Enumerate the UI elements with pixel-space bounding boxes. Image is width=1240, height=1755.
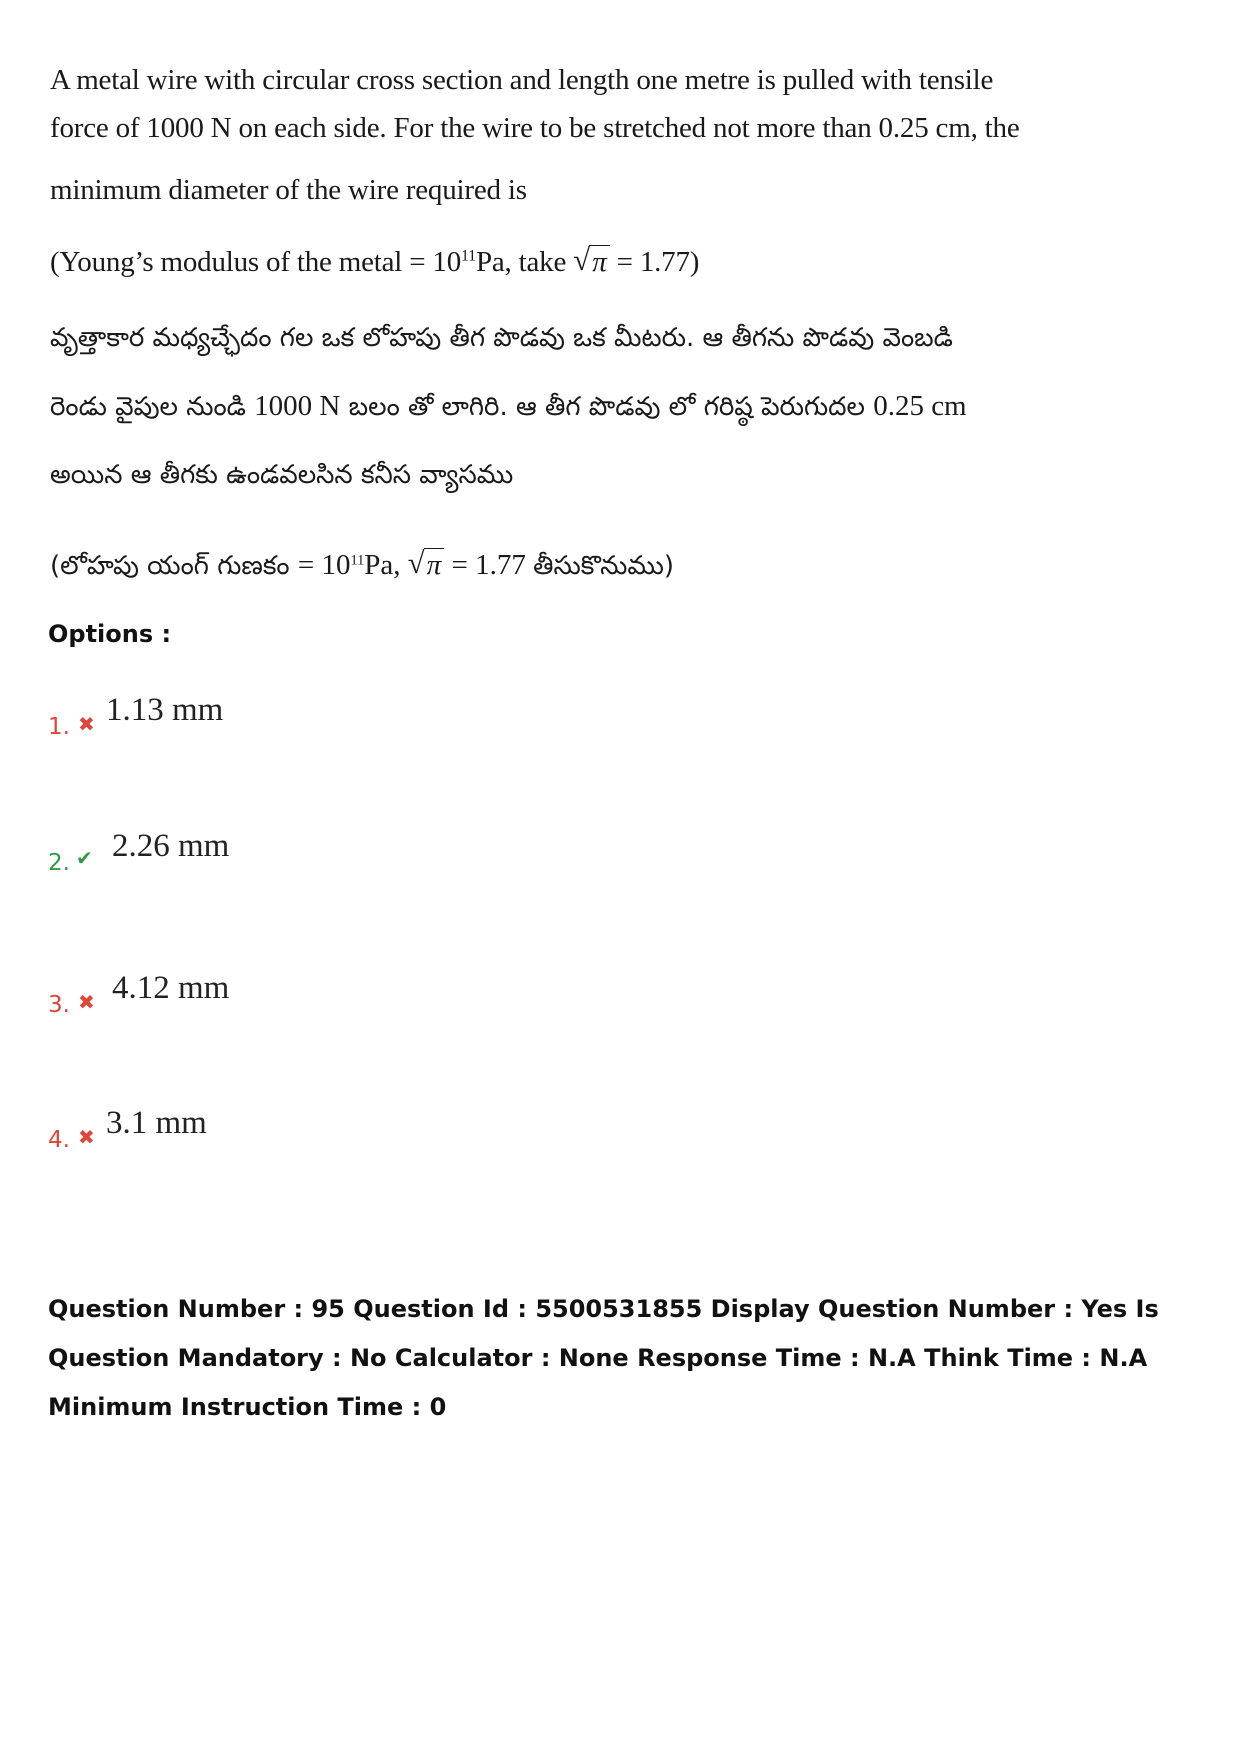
telugu-unit: Pa,	[364, 549, 408, 581]
option-number: 3.	[48, 992, 70, 1018]
cross-icon: ✖	[78, 990, 95, 1014]
stretch-value: 0.25 cm	[873, 390, 967, 422]
cross-icon: ✖	[78, 1125, 95, 1149]
exponent: 11	[461, 247, 476, 265]
option-number: 1.	[48, 714, 70, 740]
telugu-modulus: = 10	[297, 549, 351, 581]
telugu-line-3: అయిన ఆ తీగకు ఉండవలసిన కనీస వ్యాసము	[50, 460, 514, 490]
telugu-exponent: 11	[350, 552, 365, 569]
option-value: 1.13 mm	[106, 692, 224, 728]
check-icon: ✔	[76, 846, 93, 870]
question-line-3: minimum diameter of the wire required is	[50, 174, 527, 206]
pi-symbol: π	[589, 245, 609, 278]
question-line-2: force of 1000 N on each side. For the wire to be stretched not more than 0.25 cm, the	[50, 112, 1020, 144]
young-modulus-unit: Pa, take	[475, 246, 574, 278]
cross-icon: ✖	[78, 712, 95, 736]
option-value: 2.26 mm	[112, 828, 230, 864]
options-label: Options :	[48, 620, 172, 648]
question-line-4	[50, 244, 699, 280]
force-value: 1000 N	[254, 390, 341, 422]
question-line-1: A metal wire with circular cross section and length one metre is pulled with tensile	[50, 64, 994, 96]
telugu-young-prefix: (లోహపు యంగ్ గుణకం	[50, 551, 298, 581]
radical-icon: √	[407, 546, 425, 580]
sqrt-pi	[573, 244, 609, 280]
telugu-sqrt-value: = 1.77	[444, 549, 534, 581]
option-value: 4.12 mm	[112, 970, 230, 1006]
young-modulus-prefix: (Young’s modulus of the metal = 10	[50, 246, 461, 278]
telugu-line-4-suffix: తీసుకొనుము)	[533, 551, 675, 581]
telugu-line-4	[50, 545, 674, 586]
option-number: 4.	[48, 1127, 70, 1153]
radical-icon: √	[573, 243, 590, 277]
telugu-line-1: వృత్తాకార మధ్యచ్ఛేదం గల ఒక లోహపు తీగ పొడవు ఒక మీటరు. ఆ తీగను పొడవు వెంబడి	[50, 323, 953, 353]
option-number: 2.	[48, 850, 70, 876]
telugu-line-2-part-a: రెండు వైపుల నుండి	[50, 392, 255, 422]
sqrt-pi-value: = 1.77)	[609, 246, 700, 278]
telugu-line-2-part-c: బలం తో లాగిరి. ఆ తీగ పొడవు లో గరిష్ఠ పెరుగుదల	[340, 392, 874, 422]
telugu-sqrt-pi	[408, 545, 445, 585]
pi-symbol: π	[424, 548, 445, 581]
question-meta: Question Number : 95 Question Id : 5500531855 Display Question Number : Yes Is Question Mandatory : No Calculator : None Response Time : N.A Think Time : N.A Minimum Instruction Time : 0	[48, 1295, 1159, 1421]
telugu-line-2	[50, 386, 967, 427]
option-value: 3.1 mm	[106, 1105, 207, 1141]
